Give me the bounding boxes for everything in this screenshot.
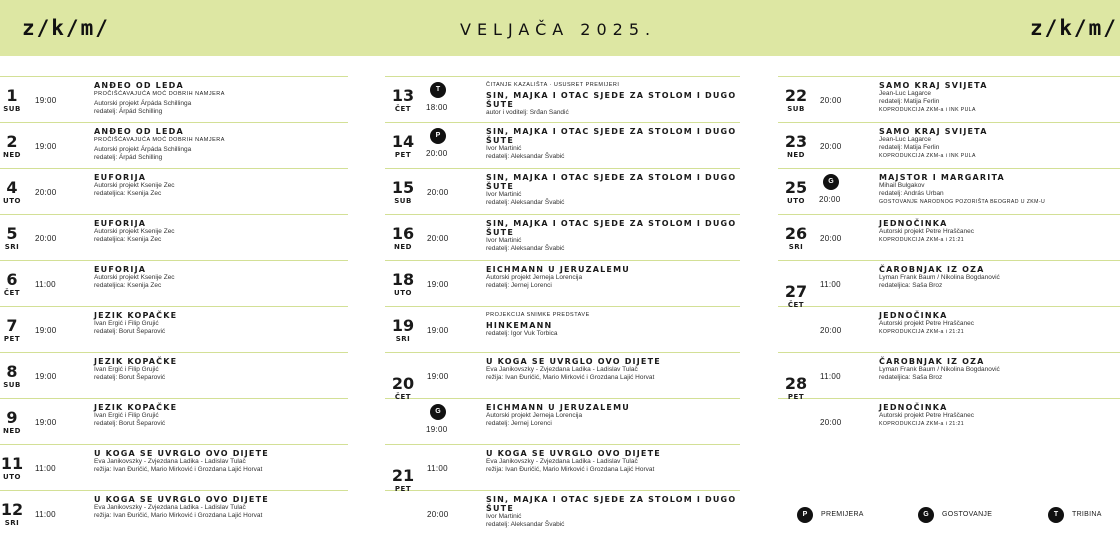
day-number: 7 [6,316,18,335]
row-divider [385,260,740,261]
event-credit: redatelj: Aleksandar Švabić [486,521,565,528]
event-credit: redatelj: Aleksandar Švabić [486,245,565,252]
event-time: 20:00 [35,234,57,243]
day-of-week: NED [3,151,21,159]
event-details [486,127,740,161]
event-credit: redateljica: Ksenija Zec [94,282,162,289]
event-credit: Autorski projekt Ksenije Zec [94,228,175,235]
event-title: SIN, MAJKA I OTAC SJEDE ZA STOLOM I DUGO ŠUTE [486,91,737,109]
event-time: 20:00 [820,418,842,427]
event-title: SAMO KRAJ SVIJETA [879,127,988,136]
day-label [0,318,28,343]
row-divider [0,168,348,169]
day-number: 20 [391,374,415,393]
row-divider [0,444,348,445]
day-number: 13 [391,86,415,105]
day-of-week: UTO [394,289,412,297]
event-type-badge: T [430,82,446,98]
event-credit: autor i voditelj: Srđan Sandić [486,109,569,116]
day-of-week: PET [787,393,805,401]
event-credit: redatelj: Árpád Schilling [94,154,163,161]
row-divider [778,352,1120,353]
event-time: 19:00 [35,418,57,427]
event-row [385,214,740,260]
day-of-week: PET [3,335,21,343]
event-credit: Ivan Ergić i Filip Grujić [94,366,159,373]
event-credit: redateljica: Ksenija Zec [94,190,162,197]
event-row [385,306,740,352]
event-row [0,444,348,490]
row-divider [778,214,1120,215]
legend-label: PREMIJERA [821,511,864,519]
event-credit: redateljica: Saša Broz [879,282,943,289]
day-number: 5 [6,224,18,243]
day-number: 14 [391,132,415,151]
event-note: KOPRODUKCIJA ZKM-a i INK PULA [879,153,976,159]
event-title: SIN, MAJKA I OTAC SJEDE ZA STOLOM I DUGO ŠUTE [486,219,737,237]
row-divider [385,306,740,307]
day-of-week: SUB [3,105,21,113]
day-of-week: UTO [787,197,805,205]
day-label [387,88,419,113]
event-row [0,260,348,306]
event-time: 19:00 [427,280,449,289]
row-divider [385,352,740,353]
logo-left: z/k/m/ [22,16,110,40]
event-credit: redatelj: Igor Vuk Torbica [486,330,558,337]
legend-badge: T [1048,507,1064,523]
row-divider [778,260,1120,261]
event-credit: režija: Ivan Đuričić, Mario Mirković i Grozdana Lajić Horvat [486,466,655,473]
event-details [94,449,348,474]
event-time: 11:00 [35,510,56,519]
event-title: JEZIK KOPAČKE [94,357,178,366]
event-title: SAMO KRAJ SVIJETA [879,81,988,90]
event-details [486,81,740,117]
event-note: KOPRODUKCIJA ZKM-a i 21:21 [879,329,965,335]
event-credit: Autorski projekt Petre Hraščanec [879,228,975,235]
event-time: 20:00 [820,96,842,105]
event-time: 19:00 [35,372,57,381]
day-label [387,468,419,493]
day-label [780,134,812,159]
event-credit: redatelj: Aleksandar Švabić [486,199,565,206]
event-details [94,127,348,162]
event-credit: Lyman Frank Baum / Nikolina Bogdanović [879,366,1000,373]
event-time: 19:00 [427,372,449,381]
event-row [385,444,740,490]
event-credit: Autorski projekt Árpáda Schillinga [94,100,192,107]
legend-item [1048,506,1102,524]
day-label [0,134,28,159]
day-of-week: NED [3,427,21,435]
event-credit: Autorski projekt Árpáda Schillinga [94,146,192,153]
legend-item [918,506,992,524]
day-label [0,456,28,481]
event-type-badge: P [430,128,446,144]
event-kicker: PROJEKCIJA SNIMKE PREDSTAVE [486,312,590,318]
day-label [780,376,812,401]
event-row [778,214,1120,260]
row-divider [385,214,740,215]
event-credit: Autorski projekt Jerneja Lorencija [486,274,583,281]
day-number: 19 [391,316,415,335]
day-number: 22 [784,86,808,105]
event-time: 11:00 [35,280,56,289]
day-label [780,284,812,309]
event-credit: Autorski projekt Petre Hraščanec [879,320,975,327]
row-divider [385,76,740,77]
day-of-week: NED [787,151,805,159]
event-credit: Ivor Martinić [486,191,522,198]
row-divider [0,306,348,307]
event-time: 20:00 [35,188,57,197]
event-credit: Eva Janikovszky - Zvjezdana Ladika - Ladislav Tulač [94,504,246,511]
event-credit: redatelj: Matija Ferlin [879,144,940,151]
event-details [486,173,740,207]
day-number: 9 [6,408,18,427]
event-title: MAJSTOR I MARGARITA [879,173,1005,182]
event-title: JEDNOČINKA [879,311,948,320]
row-divider [0,260,348,261]
event-credit: Eva Janikovszky - Zvjezdana Ladika - Ladislav Tulač [486,366,638,373]
event-credit: Eva Janikovszky - Zvjezdana Ladika - Ladislav Tulač [94,458,246,465]
day-of-week: SUB [3,381,21,389]
row-divider [0,122,348,123]
day-label [0,226,28,251]
day-of-week: SUB [787,105,805,113]
event-note: GOSTOVANJE NARODNOG POZORIŠTA BEOGRAD U ZKM-U [879,199,1046,205]
event-time: 18:00 [426,103,448,112]
event-time: 20:00 [820,142,842,151]
day-of-week: UTO [3,197,21,205]
event-row [778,168,1120,214]
day-of-week: ČET [787,301,805,309]
event-credit: Autorski projekt Ksenije Zec [94,182,175,189]
event-time: 20:00 [427,188,449,197]
event-credit: Lyman Frank Baum / Nikolina Bogdanović [879,274,1000,281]
event-details [486,357,740,382]
day-of-week: SRI [4,519,20,527]
day-of-week: UTO [3,473,21,481]
event-credit: Mihail Bulgakov [879,182,925,189]
legend-label: TRIBINA [1072,511,1102,519]
event-row [385,260,740,306]
event-details [94,495,348,520]
day-number: 4 [6,178,18,197]
event-row [778,352,1120,398]
event-details [94,81,348,116]
event-type-badge: G [430,404,446,420]
row-divider [778,122,1120,123]
event-details [879,81,1120,114]
event-subtitle: PROČIŠĆAVAJUĆA MOĆ DOBRIH NAMJERA [94,91,225,97]
legend-item [797,506,864,524]
event-time: 11:00 [820,372,841,381]
day-of-week: PET [394,151,412,159]
event-title: JEZIK KOPAČKE [94,403,178,412]
event-title: EICHMANN U JERUZALEMU [486,403,630,412]
event-title: EUFORIJA [94,173,147,182]
event-credit: Ivan Ergić i Filip Grujić [94,412,159,419]
event-credit: režija: Ivan Đuričić, Mario Mirković i Grozdana Lajić Horvat [486,374,655,381]
event-time: 11:00 [427,464,448,473]
day-of-week: SRI [788,243,804,251]
day-number: 28 [784,374,808,393]
legend-label: GOSTOVANJE [942,511,993,519]
event-credit: redatelj: Aleksandar Švabić [486,153,565,160]
event-details [879,403,1120,428]
event-row [385,352,740,398]
day-label [387,272,419,297]
row-divider [385,168,740,169]
row-divider [0,214,348,215]
event-credit: Ivor Martinić [486,513,522,520]
event-details [94,173,348,198]
event-credit: Autorski projekt Petre Hraščanec [879,412,975,419]
event-credit: redatelj: Matija Ferlin [879,98,940,105]
event-time: 20:00 [427,510,449,519]
event-row [385,76,740,122]
event-title: U KOGA SE UVRGLO OVO DIJETE [486,449,661,458]
event-details [879,311,1120,336]
event-title: U KOGA SE UVRGLO OVO DIJETE [94,449,269,458]
event-credit: Autorski projekt Ksenije Zec [94,274,175,281]
event-time: 20:00 [820,234,842,243]
row-divider [0,398,348,399]
day-label [780,88,812,113]
event-credit: redatelj: Árpád Schilling [94,108,163,115]
day-of-week: ČET [394,393,412,401]
event-title: SIN, MAJKA I OTAC SJEDE ZA STOLOM I DUGO ŠUTE [486,173,737,191]
day-of-week: PET [394,485,412,493]
day-number: 23 [784,132,808,151]
event-details [94,357,348,382]
day-label [387,180,419,205]
day-of-week: SRI [4,243,20,251]
event-time: 20:00 [427,234,449,243]
event-details [486,403,740,428]
event-credit: Autorski projekt Jerneja Lorencija [486,412,583,419]
event-credit: režija: Ivan Đuričić, Mario Mirković i Grozdana Lajić Horvat [94,466,263,473]
event-credit: redatelj: Borut Šeparović [94,374,166,381]
event-time: 19:00 [35,326,57,335]
event-details [486,311,740,338]
day-label [0,364,28,389]
day-label [387,226,419,251]
event-title: ANĐEO OD LEDA [94,81,184,90]
event-credit: Eva Janikovszky - Zvjezdana Ladika - Ladislav Tulač [486,458,638,465]
event-subtitle: PROČIŠĆAVAJUĆA MOĆ DOBRIH NAMJERA [94,137,225,143]
event-row [778,260,1120,306]
day-number: 8 [6,362,18,381]
event-credit: režija: Ivan Đuričić, Mario Mirković i Grozdana Lajić Horvat [94,512,263,519]
event-time: 20:00 [820,326,842,335]
event-row [0,76,348,122]
event-time: 19:00 [426,425,448,434]
day-label [0,272,28,297]
event-time: 11:00 [820,280,841,289]
day-number: 2 [6,132,18,151]
event-row [0,214,348,260]
day-label [0,88,28,113]
day-of-week: SUB [394,197,412,205]
day-label [387,376,419,401]
event-time: 20:00 [426,149,448,158]
event-time: 19:00 [35,96,57,105]
row-divider [385,398,740,399]
day-number: 15 [391,178,415,197]
event-row [385,122,740,168]
event-credit: redatelj: Borut Šeparović [94,420,166,427]
row-divider [0,352,348,353]
event-row [778,122,1120,168]
event-time: 11:00 [35,464,56,473]
day-label [0,410,28,435]
row-divider [778,306,1120,307]
event-details [486,265,740,290]
event-title: JEDNOČINKA [879,219,948,228]
logo-right: z/k/m/ [1030,16,1118,40]
event-credit: redatelj: Jernej Lorenci [486,420,552,427]
event-title: SIN, MAJKA I OTAC SJEDE ZA STOLOM I DUGO ŠUTE [486,495,737,513]
day-number: 25 [784,178,808,197]
event-credit: Ivan Ergić i Filip Grujić [94,320,159,327]
day-of-week: SRI [395,335,411,343]
event-credit: redatelj: Jernej Lorenci [486,282,552,289]
event-title: JEDNOČINKA [879,403,948,412]
event-title: ANĐEO OD LEDA [94,127,184,136]
row-divider [0,490,348,491]
legend-badge: P [797,507,813,523]
event-title: EUFORIJA [94,265,147,274]
legend-badge: G [918,507,934,523]
header-band [0,0,1120,56]
event-credit: Ivor Martinić [486,237,522,244]
event-row [0,398,348,444]
event-title: EICHMANN U JERUZALEMU [486,265,630,274]
row-divider [385,490,740,491]
day-number: 1 [6,86,18,105]
event-title: JEZIK KOPAČKE [94,311,178,320]
row-divider [778,76,1120,77]
event-details [486,449,740,474]
day-number: 16 [391,224,415,243]
event-credit: redatelj: András Urban [879,190,944,197]
event-credit: redateljica: Ksenija Zec [94,236,162,243]
event-row [0,168,348,214]
event-note: KOPRODUKCIJA ZKM-a i INK PULA [879,107,976,113]
event-credit: redatelj: Borut Šeparović [94,328,166,335]
event-details [879,173,1120,206]
event-details [94,219,348,244]
event-title: U KOGA SE UVRGLO OVO DIJETE [94,495,269,504]
event-details [486,495,740,529]
event-title: ČAROBNJAK IZ OZA [879,357,985,366]
event-title: EUFORIJA [94,219,147,228]
day-number: 21 [391,466,415,485]
day-of-week: ČET [3,289,21,297]
row-divider [385,122,740,123]
event-details [94,403,348,428]
event-credit: Jean-Luc Lagarce [879,90,932,97]
event-title: SIN, MAJKA I OTAC SJEDE ZA STOLOM I DUGO ŠUTE [486,127,737,145]
day-number: 11 [0,454,24,473]
event-details [94,265,348,290]
day-number: 27 [784,282,808,301]
event-kicker: ČITANJE KAZALIŠTA · USUSRET PREMIJERI [486,82,620,88]
day-number: 12 [0,500,24,519]
day-number: 6 [6,270,18,289]
event-details [879,219,1120,244]
event-details [486,219,740,253]
day-number: 26 [784,224,808,243]
event-credit: Jean-Luc Lagarce [879,136,932,143]
page-title: VELJAČA 2025. [460,20,657,39]
event-title: HINKEMANN [486,321,553,330]
day-label [387,134,419,159]
event-credit: Ivor Martinić [486,145,522,152]
event-note: KOPRODUKCIJA ZKM-a i 21:21 [879,237,965,243]
row-divider [385,444,740,445]
event-row [0,352,348,398]
day-label [387,318,419,343]
event-type-badge: G [823,174,839,190]
event-details [879,357,1120,382]
event-details [879,127,1120,160]
day-label [780,226,812,251]
event-credit: redateljica: Saša Broz [879,374,943,381]
event-row [0,306,348,352]
day-number: 18 [391,270,415,289]
event-row [0,490,348,536]
event-row [778,76,1120,122]
event-title: ČAROBNJAK IZ OZA [879,265,985,274]
row-divider [778,398,1120,399]
event-title: U KOGA SE UVRGLO OVO DIJETE [486,357,661,366]
day-label [0,180,28,205]
day-label [780,180,812,205]
event-row [0,122,348,168]
day-of-week: ČET [394,105,412,113]
event-time: 20:00 [819,195,841,204]
event-row [385,168,740,214]
day-of-week: NED [394,243,412,251]
event-details [879,265,1120,290]
row-divider [0,76,348,77]
event-details [94,311,348,336]
event-note: KOPRODUKCIJA ZKM-a i 21:21 [879,421,965,427]
event-time: 19:00 [35,142,57,151]
event-time: 19:00 [427,326,449,335]
row-divider [778,168,1120,169]
day-label [0,502,28,527]
